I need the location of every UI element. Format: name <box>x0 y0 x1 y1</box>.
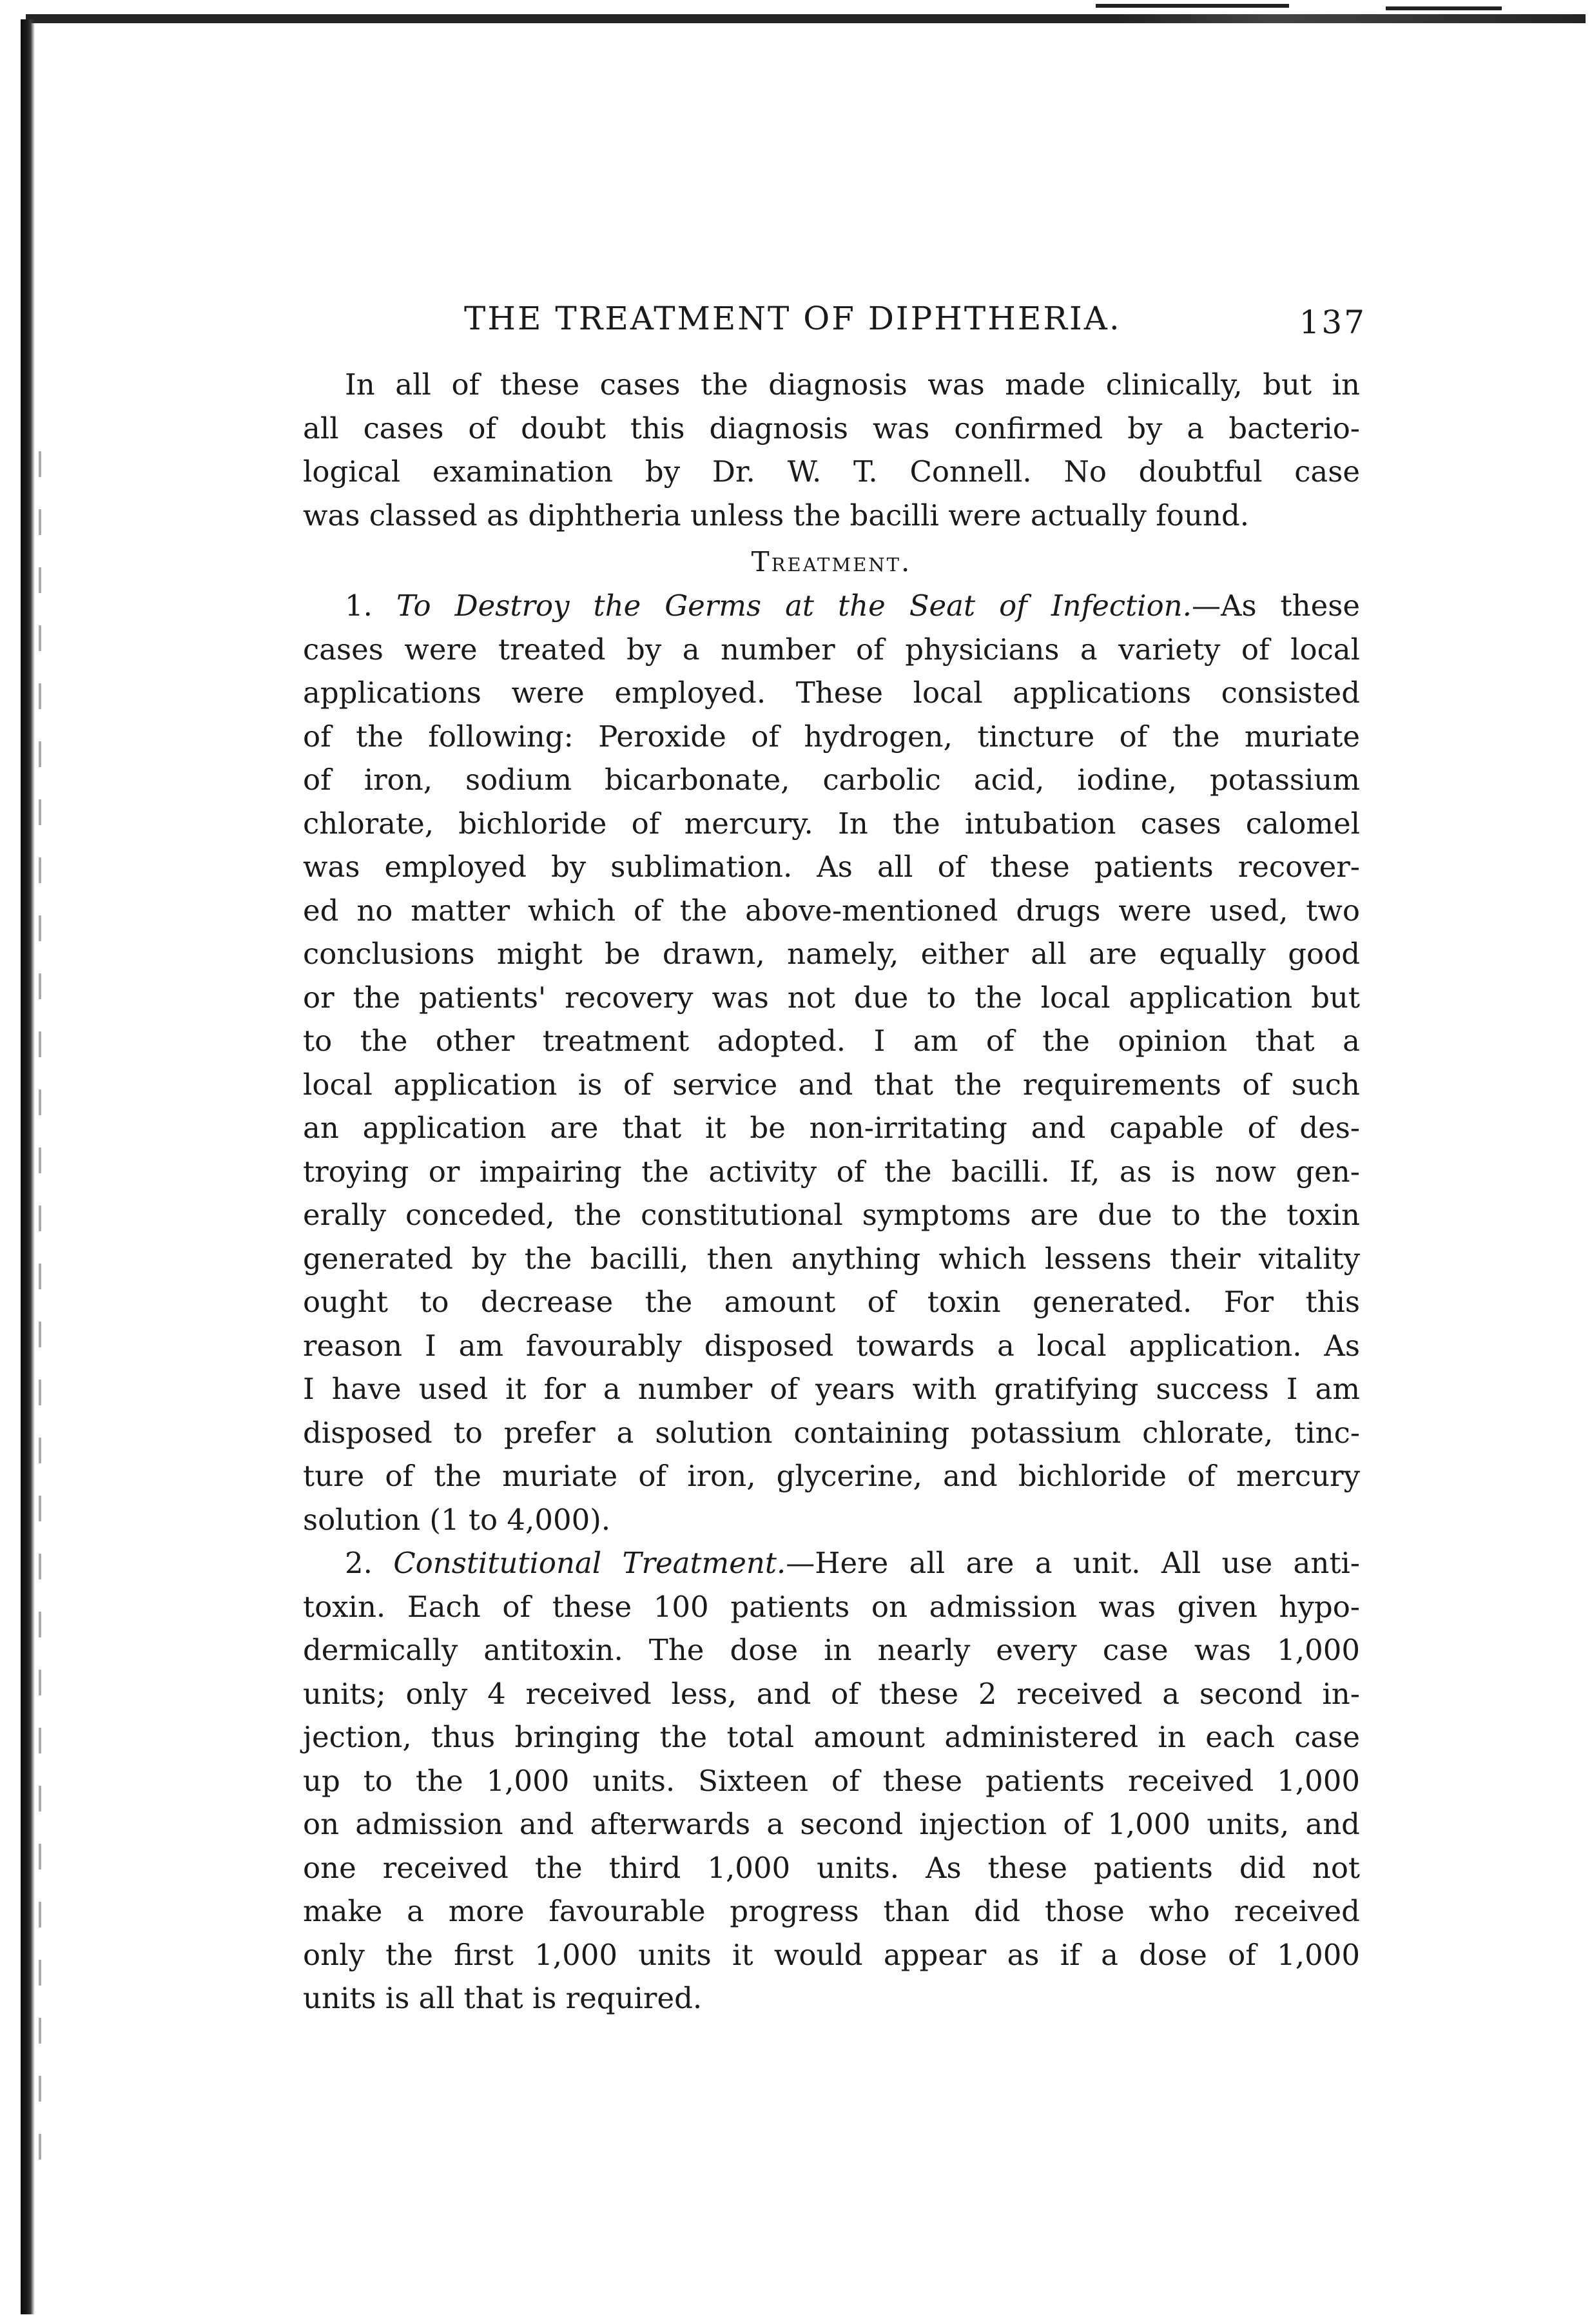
text-line: generated by the bacilli, then anything which lessens their vitality <box>303 1241 1360 1276</box>
text-line: make a more favourable progress than did those who received <box>303 1894 1360 1928</box>
text-line: solution (1 to 4,000). <box>303 1502 611 1537</box>
section-2-title: Constitutional Treatment. <box>393 1546 786 1580</box>
section-1-first-line-rest: —As these <box>1191 589 1360 623</box>
text-line: I have used it for a number of years with gratifying success I am <box>303 1372 1360 1406</box>
section-1-title: To Destroy the Germs at the Seat of Infection. <box>396 589 1192 623</box>
book-page <box>303 300 1366 2020</box>
text-line: was classed as diphtheria unless the bacilli were actually found. <box>303 498 1250 532</box>
section-1-first-line <box>303 584 1360 628</box>
section-2-first-line <box>303 1541 1360 1585</box>
text-line: to the other treatment adopted. I am of the opinion that a <box>303 1024 1360 1058</box>
text-line: of the following: Peroxide of hydrogen, tincture of the muriate <box>303 719 1360 754</box>
text-line: or the patients' recovery was not due to the local application but <box>303 980 1360 1015</box>
text-line: troying or impairing the activity of the bacilli. If, as is now gen- <box>303 1154 1360 1189</box>
section-1-number: 1. <box>345 589 373 623</box>
text-line: In all of these cases the diagnosis was made clinically, but in <box>345 367 1360 402</box>
section-1-paragraph <box>303 584 1360 1541</box>
text-line: ought to decrease the amount of toxin generated. For this <box>303 1285 1360 1319</box>
scan-left-edge-marks <box>39 451 41 2192</box>
text-line: ture of the muriate of iron, glycerine, and bichloride of mercury <box>303 1459 1360 1493</box>
text-line: units is all that is required. <box>303 1981 703 2015</box>
text-line: an application are that it be non-irritating and capable of des- <box>303 1111 1360 1145</box>
text-line: disposed to prefer a solution containing potassium chlorate, tinc- <box>303 1415 1360 1450</box>
running-head-title: THE TREATMENT OF DIPHTHERIA. <box>464 300 1121 337</box>
scan-speck <box>1096 4 1289 8</box>
text-line: all cases of doubt this diagnosis was confirmed by a bacterio- <box>303 411 1360 445</box>
text-line: of iron, sodium bicarbonate, carbolic acid, iodine, potassium <box>303 763 1360 797</box>
text-line: was employed by sublimation. As all of these patients recover- <box>303 850 1360 884</box>
scan-speck <box>1386 6 1502 10</box>
text-line: on admission and afterwards a second injection of 1,000 units, and <box>303 1807 1360 1841</box>
text-line: dermically antitoxin. The dose in nearly every case was 1,000 <box>303 1633 1360 1667</box>
text-line: applications were employed. These local applications consisted <box>303 676 1360 710</box>
section-2-number: 2. <box>345 1546 373 1580</box>
intro-paragraph <box>303 363 1360 537</box>
text-line: logical examination by Dr. W. T. Connell. No doubtful case <box>303 454 1360 489</box>
text-line: toxin. Each of these 100 patients on admission was given hypo- <box>303 1589 1360 1624</box>
text-line: units; only 4 received less, and of these 2 received a second in- <box>303 1676 1360 1711</box>
section-2-paragraph <box>303 1541 1360 2020</box>
text-line: one received the third 1,000 units. As these patients did not <box>303 1850 1360 1885</box>
section-heading: Treatment. <box>751 546 912 578</box>
text-line: reason I am favourably disposed towards a local application. As <box>303 1328 1360 1363</box>
scan-top-border <box>26 14 1586 23</box>
text-line: only the first 1,000 units it would appear as if a dose of 1,000 <box>303 1937 1360 1972</box>
text-line: cases were treated by a number of physicians a variety of local <box>303 632 1360 667</box>
text-line: jection, thus bringing the total amount administered in each case <box>303 1720 1360 1754</box>
section-2-first-line-rest: —Here all are a unit. All use anti- <box>786 1546 1360 1580</box>
text-line: local application is of service and that the requirements of such <box>303 1067 1360 1102</box>
page-number: 137 <box>1299 304 1366 341</box>
text-line: conclusions might be drawn, namely, either all are equally good <box>303 937 1360 971</box>
text-line: up to the 1,000 units. Sixteen of these patients received 1,000 <box>303 1763 1360 1798</box>
text-line: ed no matter which of the above-mentioned drugs were used, two <box>303 893 1360 928</box>
scan-left-binding-edge <box>21 19 35 2314</box>
text-line: chlorate, bichloride of mercury. In the intubation cases calomel <box>303 806 1360 841</box>
running-head <box>303 300 1366 345</box>
text-line: erally conceded, the constitutional symptoms are due to the toxin <box>303 1198 1360 1232</box>
